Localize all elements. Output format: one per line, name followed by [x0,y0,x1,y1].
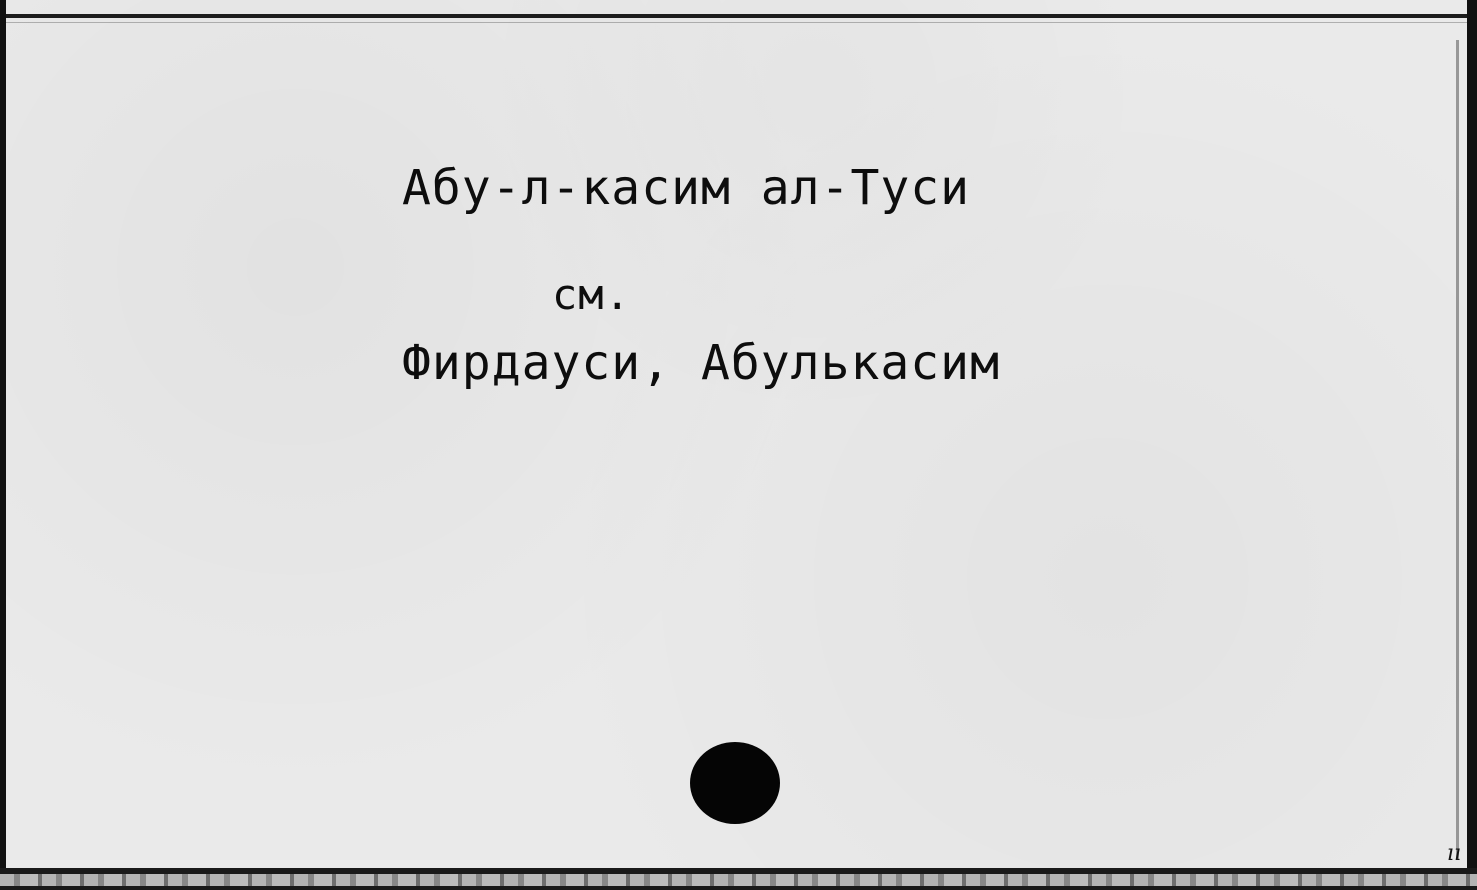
card-right-edge [1467,0,1477,890]
card-heading: Абу-л-касим ал-Туси [402,160,971,216]
punch-hole-icon [690,742,780,824]
card-bottom-strip [0,874,1477,886]
card-top-edge [0,14,1477,18]
cross-reference-entry: Фирдауси, Абулькасим [402,335,1000,391]
card-left-edge [0,0,6,890]
see-reference-label: см. [552,270,631,319]
card-right-rule [1456,40,1459,860]
card-top-rule [0,22,1477,23]
corner-mark: ıı [1446,841,1461,866]
